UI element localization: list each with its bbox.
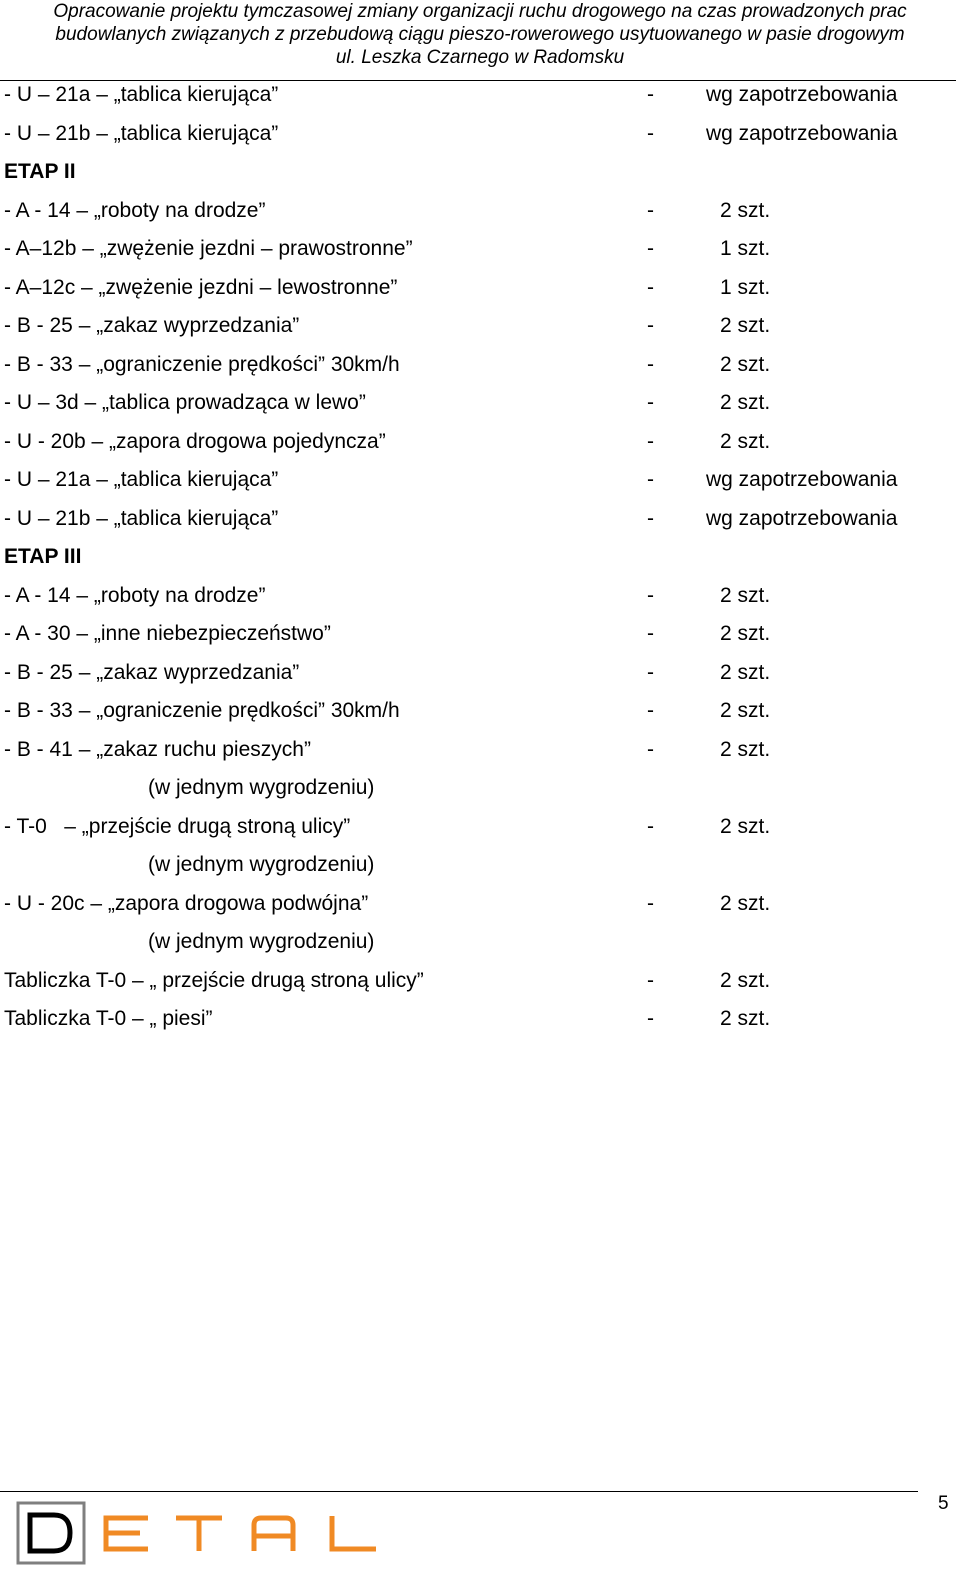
header-line-1: Opracowanie projektu tymczasowej zmiany organizacji ruchu drogowego na czas prowadzonych prac — [53, 1, 907, 22]
item-quantity: 2 szt. — [720, 1007, 771, 1030]
item-label: - A - 14 – „roboty na drodze” — [4, 583, 266, 607]
list-item — [0, 1000, 960, 1039]
item-quantity: 2 szt. — [720, 583, 771, 607]
item-label: - U – 3d – „tablica prowadząca w lewo” — [4, 391, 366, 414]
list-item — [0, 500, 960, 539]
list-item — [0, 346, 960, 385]
item-dash: - — [647, 814, 654, 838]
item-quantity: 2 szt. — [720, 391, 771, 414]
note-text: (w jednym wygrodzeniu) — [148, 853, 375, 876]
item-quantity: 2 szt. — [720, 814, 771, 838]
item-note — [0, 769, 960, 808]
section-heading — [0, 153, 960, 192]
item-label: - U – 21a – „tablica kierująca” — [4, 468, 279, 491]
item-quantity: 1 szt. — [720, 237, 771, 260]
item-quantity: 2 szt. — [720, 352, 771, 376]
item-note — [0, 923, 960, 962]
item-label: Tabliczka T-0 – „ piesi” — [4, 1007, 213, 1030]
list-item — [0, 423, 960, 462]
list-item — [0, 269, 960, 308]
item-quantity: 2 szt. — [720, 660, 771, 684]
item-quantity: 2 szt. — [720, 429, 771, 453]
section-title: ETAP III — [4, 545, 82, 568]
list-item — [0, 76, 960, 115]
item-dash: - — [647, 968, 654, 992]
list-item — [0, 885, 960, 924]
item-label: - A - 14 – „roboty na drodze” — [4, 198, 266, 222]
list-item — [0, 192, 960, 231]
item-quantity: 1 szt. — [720, 275, 771, 299]
item-dash: - — [647, 83, 654, 106]
logo-letter-l — [332, 1516, 376, 1549]
item-dash: - — [647, 237, 654, 260]
item-quantity: wg zapotrzebowania — [706, 506, 898, 530]
section-title: ETAP II — [4, 160, 76, 183]
logo-letter-d — [30, 1515, 70, 1551]
item-dash: - — [647, 660, 654, 684]
item-label: - A–12c – „zwężenie jezdni – lewostronne” — [4, 275, 398, 299]
item-dash: - — [647, 891, 654, 915]
logo-letter-a — [254, 1518, 293, 1551]
item-dash: - — [647, 506, 654, 530]
list-item — [0, 461, 960, 500]
item-dash: - — [647, 121, 654, 145]
item-label: - U - 20b – „zapora drogowa pojedyncza” — [4, 429, 386, 453]
item-dash: - — [647, 737, 654, 761]
item-dash: - — [647, 583, 654, 607]
list-item — [0, 307, 960, 346]
item-quantity: 2 szt. — [720, 622, 771, 645]
item-quantity: wg zapotrzebowania — [706, 83, 898, 106]
item-quantity: 2 szt. — [720, 314, 771, 337]
list-item — [0, 230, 960, 269]
item-note — [0, 846, 960, 885]
item-dash: - — [647, 699, 654, 722]
list-item — [0, 384, 960, 423]
list-item — [0, 615, 960, 654]
item-quantity: 2 szt. — [720, 198, 771, 222]
header-line-2: budowlanych związanych z przebudową ciągu pieszo-rowerowego usytuowanego w pasie drogowym — [55, 24, 905, 45]
header-line-3: ul. Leszka Czarnego w Radomsku — [335, 47, 625, 68]
item-label: - U – 21b – „tablica kierująca” — [4, 506, 279, 530]
item-quantity: 2 szt. — [720, 737, 771, 761]
note-text: (w jednym wygrodzeniu) — [148, 776, 375, 799]
item-label: - A - 30 – „inne niebezpieczeństwo” — [4, 622, 331, 645]
item-label: - B - 25 – „zakaz wyprzedzania” — [4, 660, 300, 684]
item-dash: - — [647, 468, 654, 491]
footer-divider — [0, 1491, 918, 1492]
item-label: - U – 21a – „tablica kierująca” — [4, 83, 279, 106]
note-text: (w jednym wygrodzeniu) — [148, 930, 375, 953]
item-dash: - — [647, 275, 654, 299]
item-label: - U - 20c – „zapora drogowa podwójna” — [4, 891, 369, 915]
list-item — [0, 577, 960, 616]
item-dash: - — [647, 352, 654, 376]
section-heading — [0, 538, 960, 577]
list-item — [0, 962, 960, 1001]
item-dash: - — [647, 314, 654, 337]
item-quantity: 2 szt. — [720, 699, 771, 722]
item-label: - U – 21b – „tablica kierująca” — [4, 121, 279, 145]
list-item — [0, 692, 960, 731]
item-quantity: 2 szt. — [720, 891, 771, 915]
item-quantity: wg zapotrzebowania — [706, 121, 898, 145]
logo-letters — [106, 1516, 376, 1551]
page-number: 5 — [938, 1493, 949, 1514]
sign-list — [0, 76, 960, 1039]
logo-letter-e — [106, 1518, 148, 1549]
detal-logo — [16, 1501, 378, 1565]
document-header — [0, 0, 960, 69]
list-item — [0, 731, 960, 770]
item-dash: - — [647, 622, 654, 645]
item-label: - T-0 – „przejście drugą stroną ulicy” — [4, 814, 351, 838]
item-label: - A–12b – „zwężenie jezdni – prawostronne” — [4, 237, 413, 260]
list-item — [0, 115, 960, 154]
item-dash: - — [647, 198, 654, 222]
item-label: - B - 41 – „zakaz ruchu pieszych” — [4, 737, 311, 761]
item-quantity: wg zapotrzebowania — [706, 468, 898, 491]
item-dash: - — [647, 391, 654, 414]
item-label: Tabliczka T-0 – „ przejście drugą stroną ulicy” — [4, 968, 424, 992]
list-item — [0, 808, 960, 847]
item-dash: - — [647, 429, 654, 453]
item-label: - B - 33 – „ograniczenie prędkości” 30km/h — [4, 699, 400, 722]
item-label: - B - 25 – „zakaz wyprzedzania” — [4, 314, 300, 337]
item-dash: - — [647, 1007, 654, 1030]
item-label: - B - 33 – „ograniczenie prędkości” 30km/h — [4, 352, 400, 376]
list-item — [0, 654, 960, 693]
logo-letter-t — [176, 1518, 222, 1551]
item-quantity: 2 szt. — [720, 968, 771, 992]
